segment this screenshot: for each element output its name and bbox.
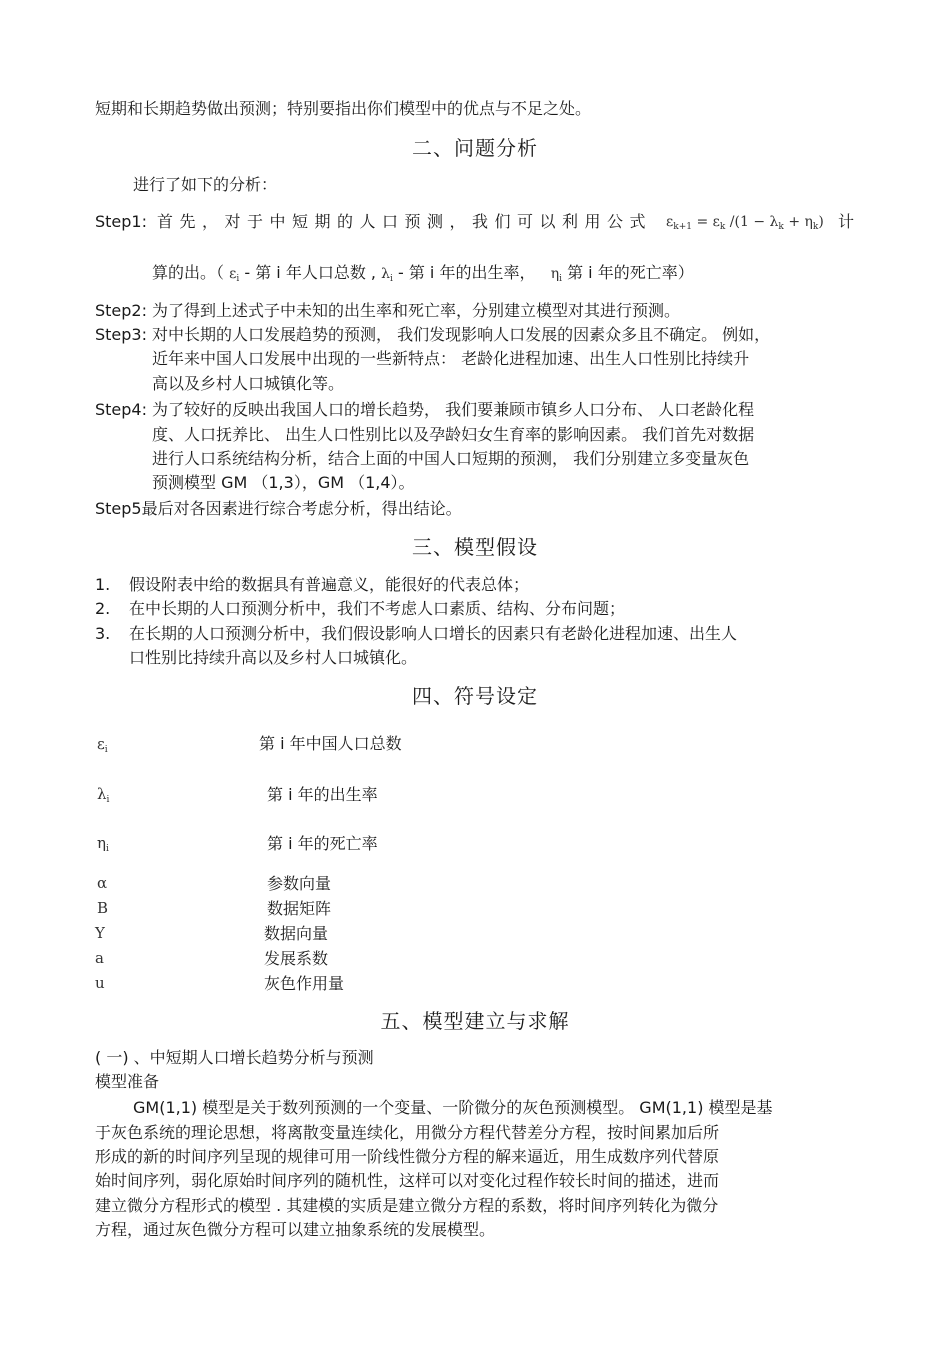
analysis-lead: 进行了如下的分析： bbox=[133, 175, 278, 194]
paragraph-line: 形成的新的时间序列呈现的规律可用一阶线性微分方程的解来逼近，用生成数序列代替原 bbox=[95, 1147, 720, 1166]
symbol-desc: 数据矩阵 bbox=[267, 899, 332, 918]
symbol-b: B bbox=[97, 899, 109, 917]
step1-line2-b: - 第 i 年人口总数 , bbox=[244, 263, 377, 282]
assumption-line: 在长期的人口预测分析中，我们假设影响人口增长的因素只有老龄化进程加速、出生人 bbox=[129, 624, 738, 643]
section4-heading: 四、符号设定 bbox=[412, 684, 538, 708]
step4-line: 度、人口抚养比、 出生人口性别比以及孕龄妇女生育率的影响因素。 我们首先对数据 bbox=[152, 425, 755, 444]
section2-heading: 二、问题分析 bbox=[412, 136, 538, 160]
step1-text-end: 计 bbox=[838, 212, 855, 231]
paragraph-line: GM(1,1) 模型是关于数列预测的一个变量、一阶微分的灰色预测模型。 GM(1,1) 模型是基 bbox=[133, 1098, 773, 1117]
symbol-lambda: $\lambda_i$ bbox=[97, 785, 110, 805]
model-prep-label: 模型准备 bbox=[95, 1072, 160, 1091]
symbol-desc: 灰色作用量 bbox=[264, 974, 345, 993]
step1-line2 bbox=[152, 262, 694, 290]
step2-label: Step2: bbox=[95, 301, 147, 320]
step1-line2-d: 第 i 年的死亡率） bbox=[567, 263, 694, 282]
paragraph-line: 方程，通过灰色微分方程可以建立抽象系统的发展模型。 bbox=[95, 1220, 496, 1239]
assumption-line: 口性别比持续升高以及乡村人口城镇化。 bbox=[129, 648, 418, 667]
step5-text: Step5最后对各因素进行综合考虑分析，得出结论。 bbox=[95, 499, 462, 518]
symbol-u: u bbox=[95, 974, 105, 992]
intro-line: 短期和长期趋势做出预测；特别要指出你们模型中的优点与不足之处。 bbox=[95, 99, 592, 118]
step3-line: 近年来中国人口发展中出现的一些新特点： 老龄化进程加速、出生人口性别比持续升 bbox=[152, 349, 750, 368]
symbol-desc: 数据向量 bbox=[264, 924, 329, 943]
step4-line: 为了较好的反映出我国人口的增长趋势， 我们要兼顾市镇乡人口分布、 人口老龄化程 bbox=[152, 400, 755, 419]
section5-heading: 五、模型建立与求解 bbox=[380, 1009, 570, 1033]
assumption-number: 3. bbox=[95, 624, 111, 643]
step4-line: 预测模型 GM （1,3），GM （1,4）。 bbox=[152, 473, 415, 492]
symbol-desc: 第 i 年中国人口总数 bbox=[259, 734, 402, 753]
symbol-desc: 发展系数 bbox=[264, 949, 329, 968]
step4-line: 进行人口系统结构分析，结合上面的中国人口短期的预测， 我们分别建立多变量灰色 bbox=[152, 449, 750, 468]
step1-text: 首先，对于中短期的人口预测，我们可以利用公式 bbox=[157, 212, 653, 231]
symbol-alpha: α bbox=[97, 874, 108, 892]
step1-line2-a: 算的出。（ bbox=[152, 263, 225, 282]
paragraph-line: 于灰色系统的理论思想，将离散变量连续化，用微分方程代替差分方程，按时间累加后所 bbox=[95, 1123, 720, 1142]
assumption-line: 在中长期的人口预测分析中，我们不考虑人口素质、结构、分布问题； bbox=[129, 599, 626, 618]
step4-label: Step4: bbox=[95, 400, 147, 419]
step3-label: Step3: bbox=[95, 325, 147, 344]
lambda-symbol: $\lambda_i$ bbox=[381, 266, 393, 284]
step1-formula: $\varepsilon_{k+1} = \varepsilon_k$ $/(1 - \lambda_k + \eta_k)$ bbox=[666, 214, 824, 232]
step1-label: Step1: bbox=[95, 212, 147, 231]
subsection-title: ( 一) 、中短期人口增长趋势分析与预测 bbox=[95, 1048, 374, 1067]
assumption-line: 假设附表中给的数据具有普遍意义，能很好的代表总体； bbox=[129, 575, 530, 594]
symbol-desc: 第 i 年的出生率 bbox=[267, 785, 378, 804]
symbol-desc: 参数向量 bbox=[267, 874, 332, 893]
symbol-desc: 第 i 年的死亡率 bbox=[267, 834, 378, 853]
section3-heading: 三、模型假设 bbox=[412, 535, 538, 559]
eta-symbol: $\eta_i$ bbox=[550, 266, 562, 284]
step2-text: 为了得到上述式子中未知的出生率和死亡率，分别建立模型对其进行预测。 bbox=[152, 301, 681, 320]
symbol-y: Y bbox=[95, 924, 105, 942]
symbol-epsilon: $\varepsilon_i$ bbox=[97, 735, 108, 755]
symbol-eta: $\eta_i$ bbox=[97, 834, 109, 854]
epsilon-symbol: $\varepsilon_i$ bbox=[229, 266, 240, 284]
paragraph-line: 始时间序列，弱化原始时间序列的随机性，这样可以对变化过程作较长时间的描述，进而 bbox=[95, 1171, 720, 1190]
step3-line: 对中长期的人口发展趋势的预测， 我们发现影响人口发展的因素众多且不确定。 例如， bbox=[152, 325, 771, 344]
assumption-number: 1. bbox=[95, 575, 111, 594]
assumption-number: 2. bbox=[95, 599, 111, 618]
step1-line2-c: - 第 i 年的出生率， bbox=[397, 263, 536, 282]
paragraph-line: 建立微分方程形式的模型 . 其建模的实质是建立微分方程的系数，将时间序列转化为微分 bbox=[95, 1196, 719, 1215]
step3-line: 高以及乡村人口城镇化等。 bbox=[152, 374, 345, 393]
symbol-a: a bbox=[95, 949, 104, 967]
